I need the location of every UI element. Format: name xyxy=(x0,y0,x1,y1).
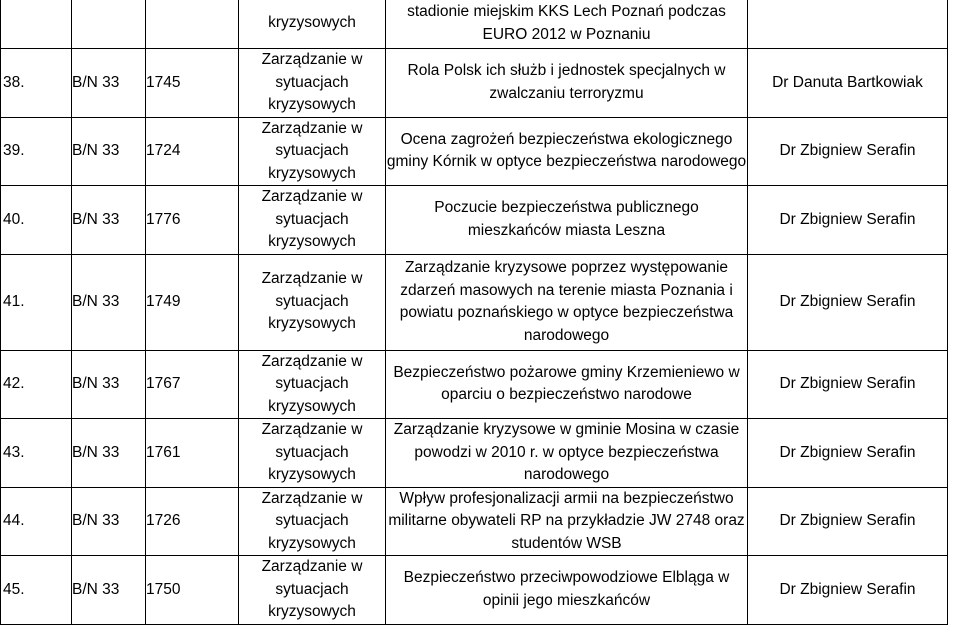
title-cell: Bezpieczeństwo przeciwpowodziowe Elbląga w opinii jego mieszkańców xyxy=(386,556,748,625)
table-row xyxy=(1,556,948,625)
supervisor-cell: Dr Zbigniew Serafin xyxy=(748,350,948,419)
table-row xyxy=(1,186,948,255)
id-cell: 1749 xyxy=(146,254,239,350)
code-cell: B/N 33 xyxy=(72,254,146,350)
table-row xyxy=(1,117,948,186)
num-cell: 41. xyxy=(1,254,72,350)
id-cell: 1776 xyxy=(146,186,239,255)
id-cell: 1750 xyxy=(146,556,239,625)
table-row xyxy=(1,350,948,419)
id-cell: 1745 xyxy=(146,49,239,118)
title-cell: Poczucie bezpieczeństwa publicznego mieszkańców miasta Leszna xyxy=(386,186,748,255)
table-row xyxy=(1,419,948,488)
code-cell: B/N 33 xyxy=(72,487,146,556)
table-row xyxy=(1,487,948,556)
supervisor-cell xyxy=(748,0,948,49)
id-cell: 1761 xyxy=(146,419,239,488)
title-cell: Rola Polsk ich służb i jednostek specjalnych w zwalczaniu terroryzmu xyxy=(386,49,748,118)
title-cell: Bezpieczeństwo pożarowe gminy Krzemieniewo w oparciu o bezpieczeństwo narodowe xyxy=(386,350,748,419)
id-cell xyxy=(146,0,239,49)
title-cell: Wpływ profesjonalizacji armii na bezpieczeństwo militarne obywateli RP na przykładzie JW 2748 oraz studentów WSB xyxy=(386,487,748,556)
num-cell: 39. xyxy=(1,117,72,186)
code-cell: B/N 33 xyxy=(72,117,146,186)
domain-cell: Zarządzanie w sytuacjach kryzysowych xyxy=(239,186,386,255)
num-cell: 45. xyxy=(1,556,72,625)
id-cell: 1767 xyxy=(146,350,239,419)
domain-cell: Zarządzanie w sytuacjach kryzysowych xyxy=(239,117,386,186)
num-cell: 43. xyxy=(1,419,72,488)
supervisor-cell: Dr Zbigniew Serafin xyxy=(748,419,948,488)
supervisor-cell: Dr Zbigniew Serafin xyxy=(748,556,948,625)
title-cell: Ocena zagrożeń bezpieczeństwa ekologicznego gminy Kórnik w optyce bezpieczeństwa narodowego xyxy=(386,117,748,186)
id-cell: 1726 xyxy=(146,487,239,556)
num-cell: 40. xyxy=(1,186,72,255)
code-cell: B/N 33 xyxy=(72,350,146,419)
table-row xyxy=(1,49,948,118)
title-cell: Zarządzanie kryzysowe poprzez występowanie zdarzeń masowych na terenie miasta Poznania i powiatu poznańskiego w optyce bezpieczeństwa narodowego xyxy=(386,254,748,350)
supervisor-cell: Dr Zbigniew Serafin xyxy=(748,487,948,556)
supervisor-cell: Dr Zbigniew Serafin xyxy=(748,186,948,255)
supervisor-cell: Dr Zbigniew Serafin xyxy=(748,254,948,350)
code-cell: B/N 33 xyxy=(72,49,146,118)
table-row xyxy=(1,254,948,350)
domain-cell: Zarządzanie w sytuacjach kryzysowych xyxy=(239,487,386,556)
num-cell: 44. xyxy=(1,487,72,556)
supervisor-cell: Dr Zbigniew Serafin xyxy=(748,117,948,186)
num-cell: 42. xyxy=(1,350,72,419)
title-cell: Zarządzanie kryzysowe w gminie Mosina w czasie powodzi w 2010 r. w optyce bezpieczeństwa narodowego xyxy=(386,419,748,488)
code-cell: B/N 33 xyxy=(72,186,146,255)
supervisor-cell: Dr Danuta Bartkowiak xyxy=(748,49,948,118)
domain-cell: Zarządzanie w sytuacjach kryzysowych xyxy=(239,254,386,350)
domain-cell: Zarządzanie w sytuacjach kryzysowych xyxy=(239,556,386,625)
domain-cell: Zarządzanie w sytuacjach kryzysowych xyxy=(239,49,386,118)
code-cell xyxy=(72,0,146,49)
id-cell: 1724 xyxy=(146,117,239,186)
domain-cell: Zarządzanie w sytuacjach kryzysowych xyxy=(239,419,386,488)
table-row xyxy=(1,0,948,49)
code-cell: B/N 33 xyxy=(72,419,146,488)
code-cell: B/N 33 xyxy=(72,556,146,625)
domain-cell: kryzysowych xyxy=(239,0,386,49)
domain-cell: Zarządzanie w sytuacjach kryzysowych xyxy=(239,350,386,419)
num-cell: 38. xyxy=(1,49,72,118)
title-cell: stadionie miejskim KKS Lech Poznań podczas EURO 2012 w Poznaniu xyxy=(386,0,748,49)
num-cell xyxy=(1,0,72,49)
